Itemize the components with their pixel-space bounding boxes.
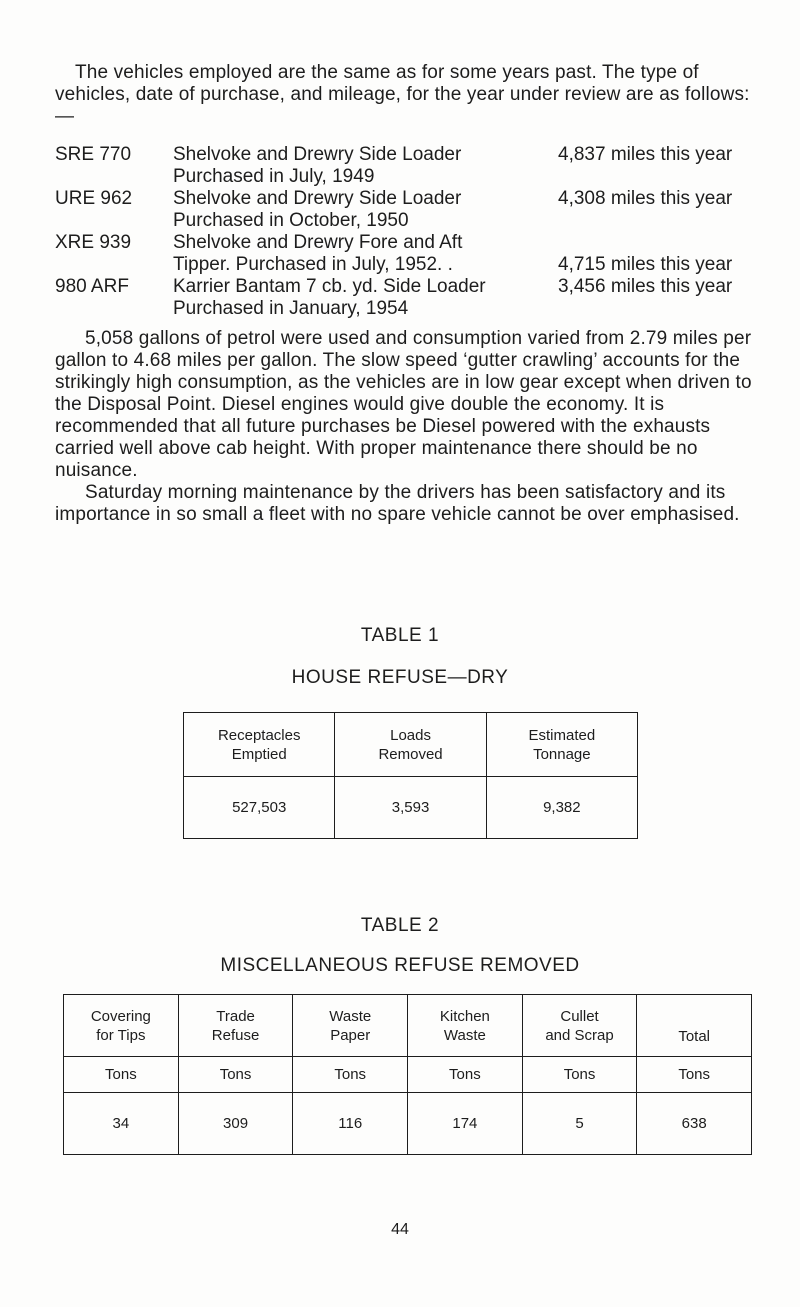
value-cell: 9,382 — [486, 777, 637, 839]
vehicle-entry — [55, 276, 767, 320]
table2-label: TABLE 2 — [360, 915, 440, 936]
unit-cell: Tons — [293, 1057, 408, 1093]
unit-cell: Tons — [64, 1057, 179, 1093]
table2-title: MISCELLANEOUS REFUSE REMOVED — [220, 955, 580, 976]
unit-cell: Tons — [522, 1057, 637, 1093]
unit-cell: Tons — [408, 1057, 523, 1093]
vehicle-entry — [55, 188, 767, 232]
value-cell: 116 — [293, 1093, 408, 1155]
vehicle-description: Shelvoke and Drewry Fore and Aft — [173, 232, 463, 253]
units-row — [64, 1057, 752, 1093]
vehicle-registration: SRE 770 — [55, 144, 132, 165]
maintenance-paragraph: Saturday morning maintenance by the drivers has been satisfactory and its importance in so small a fleet with no spare vehicle cannot be over emphasised. — [55, 482, 740, 525]
value-cell: 5 — [522, 1093, 637, 1155]
page-number: 44 — [391, 1221, 409, 1238]
vehicle-description: Karrier Bantam 7 cb. yd. Side Loader — [173, 276, 486, 297]
table-row — [184, 777, 638, 839]
header-cell: Waste Paper — [293, 995, 408, 1057]
table-header-row — [64, 995, 752, 1057]
header-cell: Loads Removed — [335, 713, 486, 777]
vehicle-entry — [55, 232, 767, 276]
value-cell: 638 — [637, 1093, 752, 1155]
value-cell: 3,593 — [335, 777, 486, 839]
table-header-row — [184, 713, 638, 777]
vehicle-purchase-date: Purchased in July, 1949 — [173, 166, 375, 187]
vehicle-registration: XRE 939 — [55, 232, 132, 253]
value-cell: 174 — [408, 1093, 523, 1155]
report-body — [55, 62, 767, 526]
header-cell: Cullet and Scrap — [522, 995, 637, 1057]
vehicle-description: Shelvoke and Drewry Side Loader — [173, 188, 462, 209]
value-cell: 309 — [178, 1093, 293, 1155]
value-cell: 527,503 — [184, 777, 335, 839]
vehicle-purchase-date: Tipper. Purchased in July, 1952. . — [173, 254, 453, 275]
header-cell: Receptacles Emptied — [184, 713, 335, 777]
table1-title: HOUSE REFUSE—DRY — [291, 667, 509, 688]
vehicle-mileage: 4,308 miles this year — [558, 188, 733, 209]
petrol-paragraph: 5,058 gallons of petrol were used and consumption varied from 2.79 miles per gallon to 4.68 miles per gallon. The slow speed ‘gutter crawling’ accounts for the strikingly high consumption, as the vehicles are in low gear except when driven to the Disposal Point. Diesel engines would give double the economy. It is recommended that all future purchases be Diesel powered with the exhausts carried well above cab height. With proper maintenance there should be no nuisance. — [55, 328, 752, 481]
vehicle-purchase-date: Purchased in October, 1950 — [173, 210, 409, 231]
vehicle-mileage: 4,715 miles this year — [558, 254, 733, 275]
header-cell: Covering for Tips — [64, 995, 179, 1057]
header-cell: Trade Refuse — [178, 995, 293, 1057]
table-row — [64, 1093, 752, 1155]
vehicle-list — [55, 144, 767, 320]
vehicle-purchase-date: Purchased in January, 1954 — [173, 298, 409, 319]
vehicle-registration: 980 ARF — [55, 276, 129, 297]
table1-label: TABLE 1 — [360, 625, 440, 646]
value-cell: 34 — [64, 1093, 179, 1155]
unit-cell: Tons — [637, 1057, 752, 1093]
intro-paragraph: The vehicles employed are the same as for some years past. The type of vehicles, date of purchase, and mileage, for the year under review are as follows:— — [55, 62, 750, 127]
vehicle-registration: URE 962 — [55, 188, 133, 209]
vehicle-entry — [55, 144, 767, 188]
vehicle-description: Shelvoke and Drewry Side Loader — [173, 144, 462, 165]
vehicle-mileage: 3,456 miles this year — [558, 276, 733, 297]
header-cell: Total — [637, 995, 752, 1057]
header-cell: Kitchen Waste — [408, 995, 523, 1057]
vehicle-mileage: 4,837 miles this year — [558, 144, 733, 165]
house-refuse-table — [183, 712, 638, 839]
header-cell: Estimated Tonnage — [486, 713, 637, 777]
unit-cell: Tons — [178, 1057, 293, 1093]
miscellaneous-refuse-table — [63, 994, 752, 1155]
